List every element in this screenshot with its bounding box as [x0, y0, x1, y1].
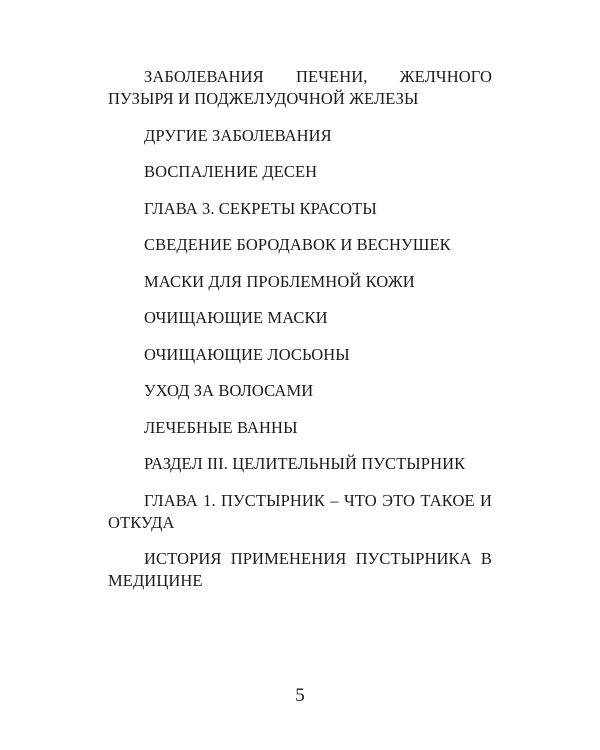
- toc-entry: ОЧИЩАЮЩИЕ МАСКИ: [144, 308, 328, 327]
- toc-entry: ДРУГИЕ ЗАБОЛЕВАНИЯ: [144, 125, 332, 145]
- toc-entry: ЗАБОЛЕВАНИЯ ПЕЧЕНИ, ЖЕЛЧНОГО ПУЗЫРЯ И ПОДЖЕЛУДОЧНОЙ ЖЕЛЕЗЫ: [108, 67, 492, 108]
- toc-entry: МАСКИ ДЛЯ ПРОБЛЕМНОЙ КОЖИ: [144, 271, 415, 291]
- table-of-contents: [108, 66, 492, 607]
- toc-entry: ИСТОРИЯ ПРИМЕНЕНИЯ ПУСТЫРНИКА В МЕДИЦИНЕ: [108, 549, 492, 590]
- toc-entry: ОЧИЩАЮЩИЕ ЛОСЬОНЫ: [144, 344, 350, 364]
- toc-entry: ВОСПАЛЕНИЕ ДЕСЕН: [144, 162, 318, 181]
- toc-entry: УХОД ЗА ВОЛОСАМИ: [144, 381, 314, 400]
- toc-entry: ГЛАВА 3. СЕКРЕТЫ КРАСОТЫ: [144, 198, 377, 218]
- toc-entry: ЛЕЧЕБНЫЕ ВАННЫ: [144, 417, 298, 437]
- toc-entry: ГЛАВА 1. ПУСТЫРНИК – ЧТО ЭТО ТАКОЕ И ОТКУДА: [108, 490, 492, 532]
- toc-entry: РАЗДЕЛ III. ЦЕЛИТЕЛЬНЫЙ ПУСТЫРНИК: [144, 454, 466, 473]
- toc-entry: СВЕДЕНИЕ БОРОДАВОК И ВЕСНУШЕК: [144, 235, 451, 254]
- page-number: 5: [295, 685, 305, 706]
